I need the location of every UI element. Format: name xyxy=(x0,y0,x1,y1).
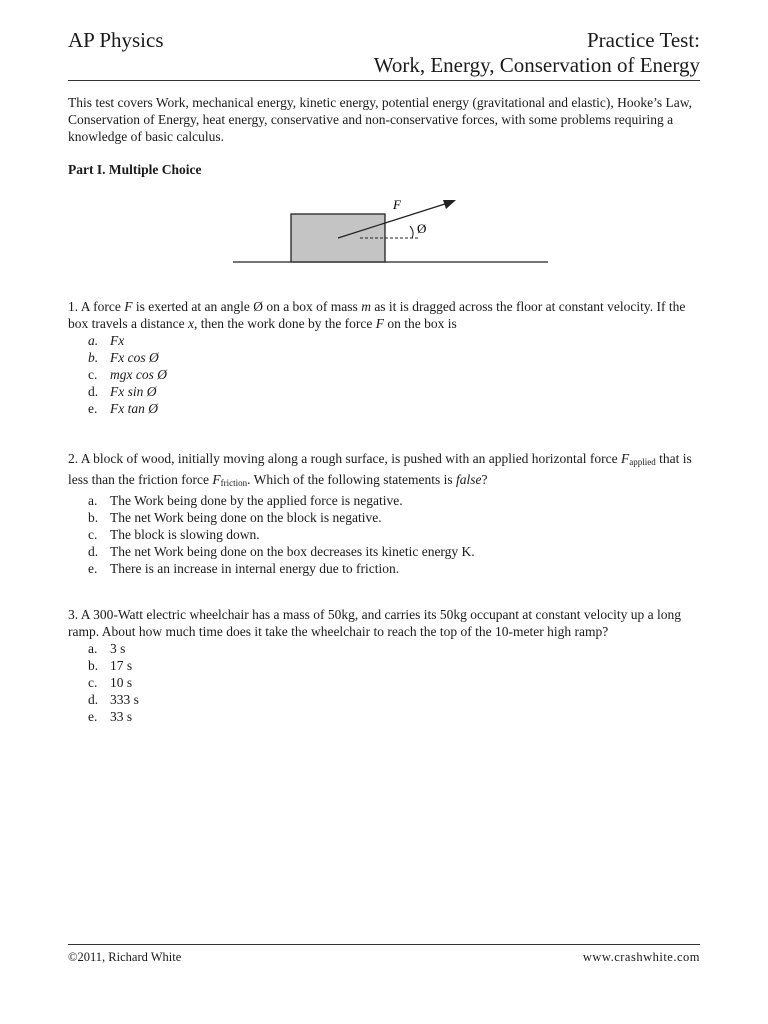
option-e[interactable] xyxy=(68,400,708,417)
answer-options xyxy=(68,640,708,725)
option-text: 333 s xyxy=(110,692,139,707)
test-title xyxy=(374,28,700,78)
angle-label: Ø xyxy=(417,221,427,236)
var-F: F xyxy=(375,316,385,331)
option-b[interactable] xyxy=(68,509,708,526)
option-a[interactable] xyxy=(68,332,708,349)
option-text: 17 s xyxy=(110,658,133,673)
q2-text-part: ? xyxy=(481,472,488,487)
option-letter: e. xyxy=(88,561,98,576)
header-divider xyxy=(68,80,700,81)
course-title: AP Physics xyxy=(68,28,164,52)
q3-text: A 300-Watt electric wheelchair has a mass of 50kg, and carries its 50kg occupant at constant velocity up a long ramp. About how much time does it take the wheelchair to reach the top of the 10-meter high ramp? xyxy=(68,607,681,639)
option-text: The Work being done by the applied force is negative. xyxy=(110,493,403,508)
question-3 xyxy=(68,606,708,725)
var-F: F xyxy=(124,299,133,314)
test-label: Practice Test: xyxy=(586,28,700,52)
question-2-text xyxy=(68,450,708,492)
q1-text-part: , then the work done by the force xyxy=(193,316,376,331)
question-1 xyxy=(68,298,708,417)
option-b[interactable] xyxy=(68,657,708,674)
option-text: 3 s xyxy=(110,641,126,656)
q1-text-part: is exerted at an angle Ø on a box of mass xyxy=(132,299,362,314)
question-number: 2. xyxy=(68,451,79,466)
question-1-text xyxy=(68,298,708,332)
option-d[interactable] xyxy=(68,691,708,708)
option-e[interactable] xyxy=(68,708,708,725)
option-text: Fx tan Ø xyxy=(110,401,158,416)
question-3-text xyxy=(68,606,708,640)
emphasis-false: false xyxy=(456,472,482,487)
option-letter: d. xyxy=(88,384,99,399)
q1-text-part: A force xyxy=(80,299,125,314)
q2-text-part: that is less than the friction force xyxy=(68,451,692,487)
answer-options xyxy=(68,492,708,577)
option-c[interactable] xyxy=(68,366,708,383)
website-link[interactable]: www.crashwhite.com xyxy=(582,950,700,964)
copyright: ©2011, Richard White xyxy=(68,950,182,964)
intro-paragraph: This test covers Work, mechanical energy, kinetic energy, potential energy (gravitational and elastic), Hooke’s Law, Conservation of Energy, heat energy, conservative and non-conservative forces, with some problems requiring a knowledge of basic calculus. xyxy=(68,95,692,144)
question-number: 3. xyxy=(68,607,79,622)
var-F: F xyxy=(212,472,221,487)
option-text: The net Work being done on the block is negative. xyxy=(110,510,382,525)
option-c[interactable] xyxy=(68,674,708,691)
option-text: Fx xyxy=(110,333,125,348)
question-2 xyxy=(68,450,708,577)
option-c[interactable] xyxy=(68,526,708,543)
subscript-applied: applied xyxy=(629,457,656,467)
option-letter: e. xyxy=(88,709,98,724)
option-text: 10 s xyxy=(110,675,133,690)
option-letter: b. xyxy=(88,658,99,673)
option-letter: e. xyxy=(88,401,98,416)
option-letter: b. xyxy=(88,350,99,365)
subscript-friction: friction xyxy=(220,478,248,488)
arrowhead xyxy=(443,200,456,209)
option-letter: a. xyxy=(88,493,98,508)
option-letter: c. xyxy=(88,675,98,690)
q1-text-part: on the box is xyxy=(384,316,457,331)
var-m: m xyxy=(361,299,371,314)
option-text: Fx sin Ø xyxy=(110,384,157,399)
answer-options xyxy=(68,332,708,417)
option-text: The net Work being done on the box decreases its kinetic energy K. xyxy=(110,544,475,559)
force-label: F xyxy=(393,197,401,212)
option-a[interactable] xyxy=(68,640,708,657)
test-topic: Work, Energy, Conservation of Energy xyxy=(373,53,700,77)
option-letter: c. xyxy=(88,367,98,382)
part-heading: Part I. Multiple Choice xyxy=(68,162,202,177)
var-x: x xyxy=(187,316,194,331)
option-letter: a. xyxy=(88,641,98,656)
force-diagram xyxy=(230,192,560,272)
option-text: 33 s xyxy=(110,709,133,724)
question-number: 1. xyxy=(68,299,79,314)
option-text: mgx cos Ø xyxy=(110,367,167,382)
option-letter: a. xyxy=(88,333,99,348)
var-F: F xyxy=(621,451,630,466)
footer-divider xyxy=(68,944,700,945)
q1-text-part: as it is dragged across the floor at constant velocity. If the box travels a distance xyxy=(68,299,686,331)
option-d[interactable] xyxy=(68,543,708,560)
q2-text-part: A block of wood, initially moving along a rough surface, is pushed with an applied horizontal force xyxy=(80,451,622,466)
option-letter: c. xyxy=(88,527,98,542)
option-letter: b. xyxy=(88,510,99,525)
q2-text-part: . Which of the following statements is xyxy=(247,472,457,487)
option-letter: d. xyxy=(88,544,99,559)
option-d[interactable] xyxy=(68,383,708,400)
angle-arc xyxy=(410,226,413,238)
option-e[interactable] xyxy=(68,560,708,577)
option-text: There is an increase in internal energy due to friction. xyxy=(110,561,400,576)
option-a[interactable] xyxy=(68,492,708,509)
option-text: The block is slowing down. xyxy=(110,527,260,542)
option-text: Fx cos Ø xyxy=(110,350,159,365)
option-letter: d. xyxy=(88,692,99,707)
option-b[interactable] xyxy=(68,349,708,366)
